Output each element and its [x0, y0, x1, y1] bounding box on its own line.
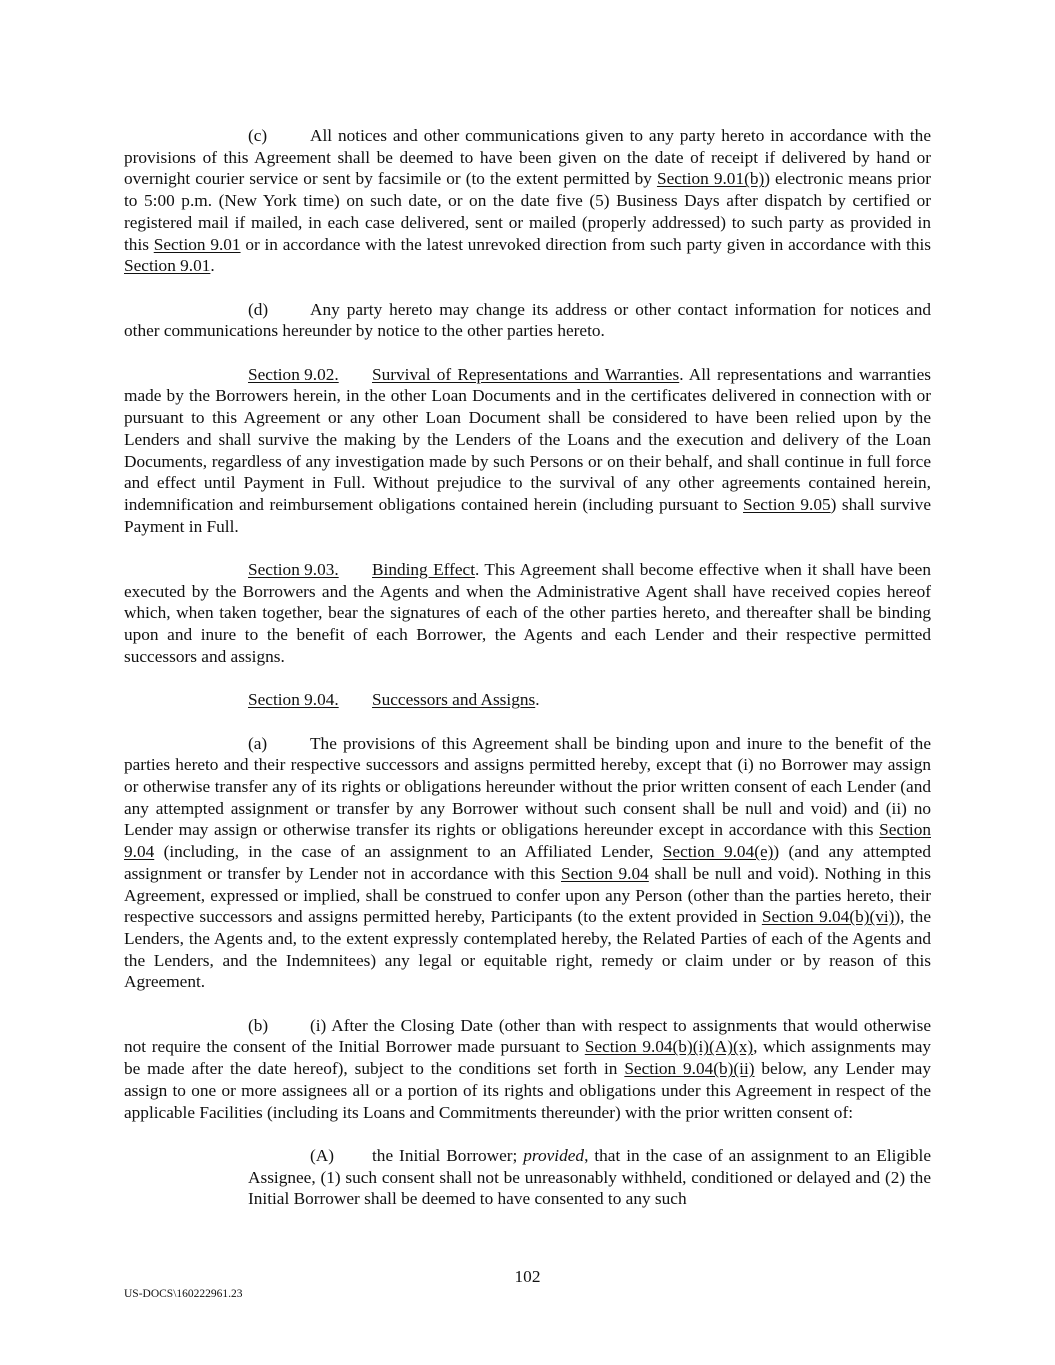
section-9-04: Section 9.04. Successors and Assigns. — [248, 690, 540, 710]
paragraph-A: (A) the Initial Borrower; provided, that in the case of an assignment to an Eligible Assignee, (1) such consent shall not be unreasonably withheld, conditioned or delayed and (2) the Initial Borrower shall be deemed to have consented to any such — [248, 1145, 932, 1209]
page-number: 102 — [514, 1267, 541, 1286]
section-reference: Section 9.05 — [743, 494, 831, 514]
document-id: US-DOCS\160222961.23 — [124, 1288, 243, 1300]
section-9-02: Section 9.02. Survival of Representations and Warranties. All representations and warranties made by the Borrowers herein, in the other Loan Documents and in the certificates delivered in connection with or pursuant to this Agreement or any other Loan Document shall be considered to have been relied upon by the Lenders and shall survive the making by the Lenders of the Loans and the execution and delivery of the Loan Documents, regardless of any investigation made by such Persons or on their behalf, and shall continue in full force and effect until Payment in Full. Without prejudice to the survival of any other agreements contained herein, indemnification and reimbursement obligations contained herein (including pursuant to Section 9.05) shall survive Payment in Full. — [124, 364, 931, 536]
document-body — [124, 125, 931, 1210]
section-reference: Section 9.04(b)(ii) — [624, 1059, 755, 1079]
paragraph-label: (A) — [310, 1145, 334, 1165]
paragraph-d: (d) Any party hereto may change its address or other contact information for notices and other communications hereunder by notice to the other parties hereto. — [124, 299, 931, 341]
paragraph-a: (a) The provisions of this Agreement shall be binding upon and inure to the benefit of the parties hereto and their respective successors and assigns permitted hereby, except that (i) no Borrower may assign or otherwise transfer any of its rights or obligations hereunder without the prior written consent of each Lender (and any attempted assignment or transfer by any Borrower without such consent shall be null and void) and (ii) no Lender may assign or otherwise transfer its rights or obligations hereunder except in accordance with this Section 9.04 (including, in the case of an assignment to an Affiliated Lender, Section 9.04(e)) (and any attempted assignment or transfer by Lender not in accordance with this Section 9.04 shall be null and void). Nothing in this Agreement, expressed or implied, shall be construed to confer upon any Person (other than the parties hereto, their respective successors and assigns permitted hereby, Participants (to the extent provided in Section 9.04(b)(vi)), the Lenders, the Agents and, to the extent expressly contemplated hereby, the Related Parties of each of the Agents and the Lenders, and the Indemnitees) any legal or equitable right, remedy or claim under or by reason of this Agreement. — [124, 733, 931, 992]
section-title: Survival of Representations and Warranties — [372, 364, 680, 384]
section-reference: Section 9.04(b)(i)(A)(x) — [584, 1037, 754, 1057]
paragraph-label: (d) — [248, 299, 269, 319]
section-number: Section 9.02. — [248, 364, 339, 384]
emphasis: provided — [523, 1145, 585, 1165]
section-title: Successors and Assigns — [372, 690, 536, 710]
section-title: Binding Effect — [372, 560, 475, 580]
section-reference: Section 9.04 — [561, 863, 649, 883]
paragraph-b: (b) (i) After the Closing Date (other than with respect to assignments that would otherwise not require the consent of the Initial Borrower made pursuant to Section 9.04(b)(i)(A)(x), which assignments may be made after the date hereof), subject to the conditions set forth in Section 9.04(b)(ii) below, any Lender may assign to one or more assignees all or a portion of its rights and obligations under this Agreement in respect of the applicable Facilities (including its Loans and Commitments thereunder) with the prior written consent of: — [124, 1015, 932, 1122]
section-reference: Section 9.01 — [153, 234, 241, 254]
paragraph-label: (c) — [248, 126, 268, 145]
paragraph-label: (a) — [248, 733, 268, 753]
section-number: Section 9.04. — [248, 690, 339, 710]
section-reference: Section 9.01 — [124, 256, 211, 276]
section-reference: Section 9.04(e) — [662, 842, 774, 862]
paragraph-label: (b) — [248, 1015, 269, 1035]
section-reference: Section 9.04(b)(vi) — [761, 907, 895, 927]
section-reference: Section 9.04 — [124, 820, 931, 862]
paragraph-c: (c) All notices and other communications given to any party hereto in accordance with the provisions of this Agreement shall be deemed to have been given on the date of receipt if delivered by hand or overnight courier service or sent by facsimile or (to the extent permitted by Section 9.01(b)) electronic means prior to 5:00 p.m. (New York time) on such date, or on the date five (5) Business Days after dispatch by certified or registered mail if mailed, in each case delivered, sent or mailed (properly addressed) to such party as provided in this Section 9.01 or in accordance with the latest unrevoked direction from such party given in accordance with this Section 9.01. — [124, 126, 931, 276]
section-number: Section 9.03. — [248, 560, 339, 580]
section-reference: Section 9.01(b) — [656, 169, 765, 189]
section-9-03: Section 9.03. Binding Effect. This Agreement shall become effective when it shall have been executed by the Borrowers and the Agents and when the Administrative Agent shall have received copies hereof which, when taken together, bear the signatures of each of the other parties hereto, and thereafter shall be binding upon and inure to the benefit of each Borrower, the Agents and each Lender and their respective permitted successors and assigns. — [124, 560, 931, 666]
